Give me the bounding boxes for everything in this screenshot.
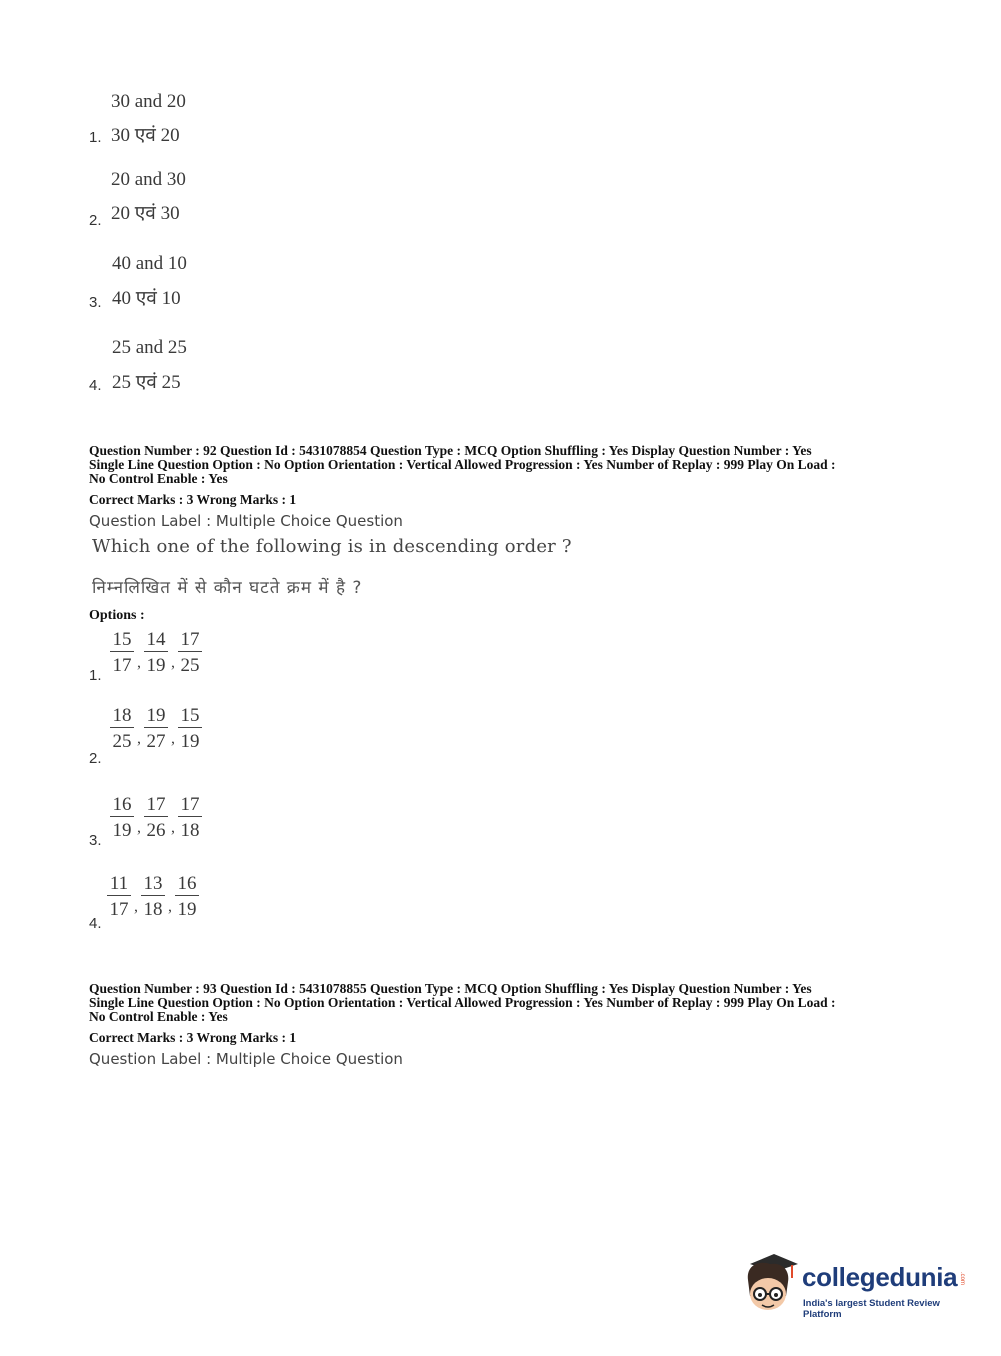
- fraction: [140, 874, 166, 919]
- q93-marks: Correct Marks : 3 Wrong Marks : 1: [89, 1030, 297, 1045]
- prev-option-1-hi: 30 एवं 20: [111, 125, 180, 146]
- fraction: [177, 706, 203, 751]
- fraction: [174, 874, 200, 919]
- fraction: [177, 630, 203, 675]
- fraction-numerator: 17: [180, 794, 200, 815]
- mascot-icon: [740, 1250, 800, 1316]
- q92-option-1-fractions: [109, 630, 203, 675]
- q93-meta-line-2: Single Line Question Option : No Option Orientation : Vertical Allowed Progression : Yes Number of Replay : 999 Play On Load :: [89, 995, 836, 1010]
- fraction: [143, 706, 169, 751]
- fraction: [109, 630, 135, 675]
- collegedunia-logo: [740, 1250, 970, 1320]
- q92-marks: Correct Marks : 3 Wrong Marks : 1: [89, 492, 297, 507]
- q92-meta-line-2: Single Line Question Option : No Option Orientation : Vertical Allowed Progression : Yes Number of Replay : 999 Play On Load :: [89, 457, 836, 472]
- fraction: [177, 795, 203, 840]
- prev-option-4-number: 4.: [89, 377, 102, 394]
- prev-option-4-en: 25 and 25: [112, 337, 187, 358]
- fraction-numerator: 17: [180, 629, 200, 650]
- comma-separator: ,: [137, 818, 141, 836]
- fraction-numerator: 16: [177, 873, 197, 894]
- comma-separator: ,: [134, 897, 138, 915]
- fraction-numerator: 16: [112, 794, 132, 815]
- logo-dotcom: .com: [959, 1272, 965, 1286]
- logo-wordmark: collegedunia: [802, 1262, 958, 1292]
- q92-option-1-number: 1.: [89, 667, 102, 684]
- prev-option-3-en: 40 and 10: [112, 253, 187, 274]
- fraction: [109, 795, 135, 840]
- fraction-denominator: 26: [146, 820, 166, 841]
- comma-separator: ,: [171, 729, 175, 747]
- prev-option-3-number: 3.: [89, 294, 102, 311]
- fraction-denominator: 25: [112, 731, 132, 752]
- q92-question-text-en: Which one of the following is in descending order ?: [92, 536, 572, 557]
- q92-option-3-number: 3.: [89, 832, 102, 849]
- fraction: [106, 874, 132, 919]
- q92-option-3-fractions: [109, 795, 203, 840]
- q92-meta-line-3: No Control Enable : Yes: [89, 471, 228, 486]
- fraction-numerator: 19: [146, 705, 166, 726]
- prev-option-2-hi: 20 एवं 30: [111, 203, 180, 224]
- q92-question-text-hi: निम्नलिखित में से कौन घटते क्रम में है ?: [92, 578, 363, 598]
- fraction-denominator: 19: [146, 655, 166, 676]
- q93-question-label: Question Label : Multiple Choice Question: [89, 1050, 403, 1068]
- prev-option-4-hi: 25 एवं 25: [112, 372, 181, 393]
- comma-separator: ,: [171, 653, 175, 671]
- fraction-numerator: 13: [143, 873, 163, 894]
- fraction-denominator: 17: [112, 655, 132, 676]
- fraction-numerator: 15: [112, 629, 132, 650]
- fraction-denominator: 27: [146, 731, 166, 752]
- logo-tagline: India's largest Student Review Platform: [803, 1298, 940, 1320]
- prev-option-2-number: 2.: [89, 212, 102, 229]
- q92-meta-line-1: Question Number : 92 Question Id : 5431078854 Question Type : MCQ Option Shuffling : Yes Display Question Number : Yes: [89, 443, 812, 458]
- fraction-denominator: 25: [180, 655, 200, 676]
- fraction-numerator: 11: [109, 873, 129, 894]
- q92-option-4-number: 4.: [89, 915, 102, 932]
- fraction-denominator: 18: [180, 820, 200, 841]
- q92-options-label: Options :: [89, 608, 145, 623]
- fraction-denominator: 19: [112, 820, 132, 841]
- q92-question-label: Question Label : Multiple Choice Question: [89, 512, 403, 530]
- q92-option-2-fractions: [109, 706, 203, 751]
- prev-option-3-hi: 40 एवं 10: [112, 288, 181, 309]
- q92-option-4-fractions: [106, 874, 200, 919]
- q93-meta-line-1: Question Number : 93 Question Id : 5431078855 Question Type : MCQ Option Shuffling : Yes Display Question Number : Yes: [89, 981, 812, 996]
- fraction-denominator: 17: [109, 899, 129, 920]
- fraction-denominator: 18: [143, 899, 163, 920]
- comma-separator: ,: [137, 653, 141, 671]
- fraction: [143, 630, 169, 675]
- comma-separator: ,: [171, 818, 175, 836]
- prev-option-2-en: 20 and 30: [111, 169, 186, 190]
- fraction-numerator: 15: [180, 705, 200, 726]
- fraction-denominator: 19: [180, 731, 200, 752]
- prev-option-1-en: 30 and 20: [111, 91, 186, 112]
- fraction: [143, 795, 169, 840]
- prev-option-1-number: 1.: [89, 129, 102, 146]
- q92-option-2-number: 2.: [89, 750, 102, 767]
- fraction-numerator: 17: [146, 794, 166, 815]
- fraction-numerator: 14: [146, 629, 166, 650]
- fraction-numerator: 18: [112, 705, 132, 726]
- q93-meta-line-3: No Control Enable : Yes: [89, 1009, 228, 1024]
- fraction: [109, 706, 135, 751]
- comma-separator: ,: [137, 729, 141, 747]
- comma-separator: ,: [168, 897, 172, 915]
- fraction-denominator: 19: [177, 899, 197, 920]
